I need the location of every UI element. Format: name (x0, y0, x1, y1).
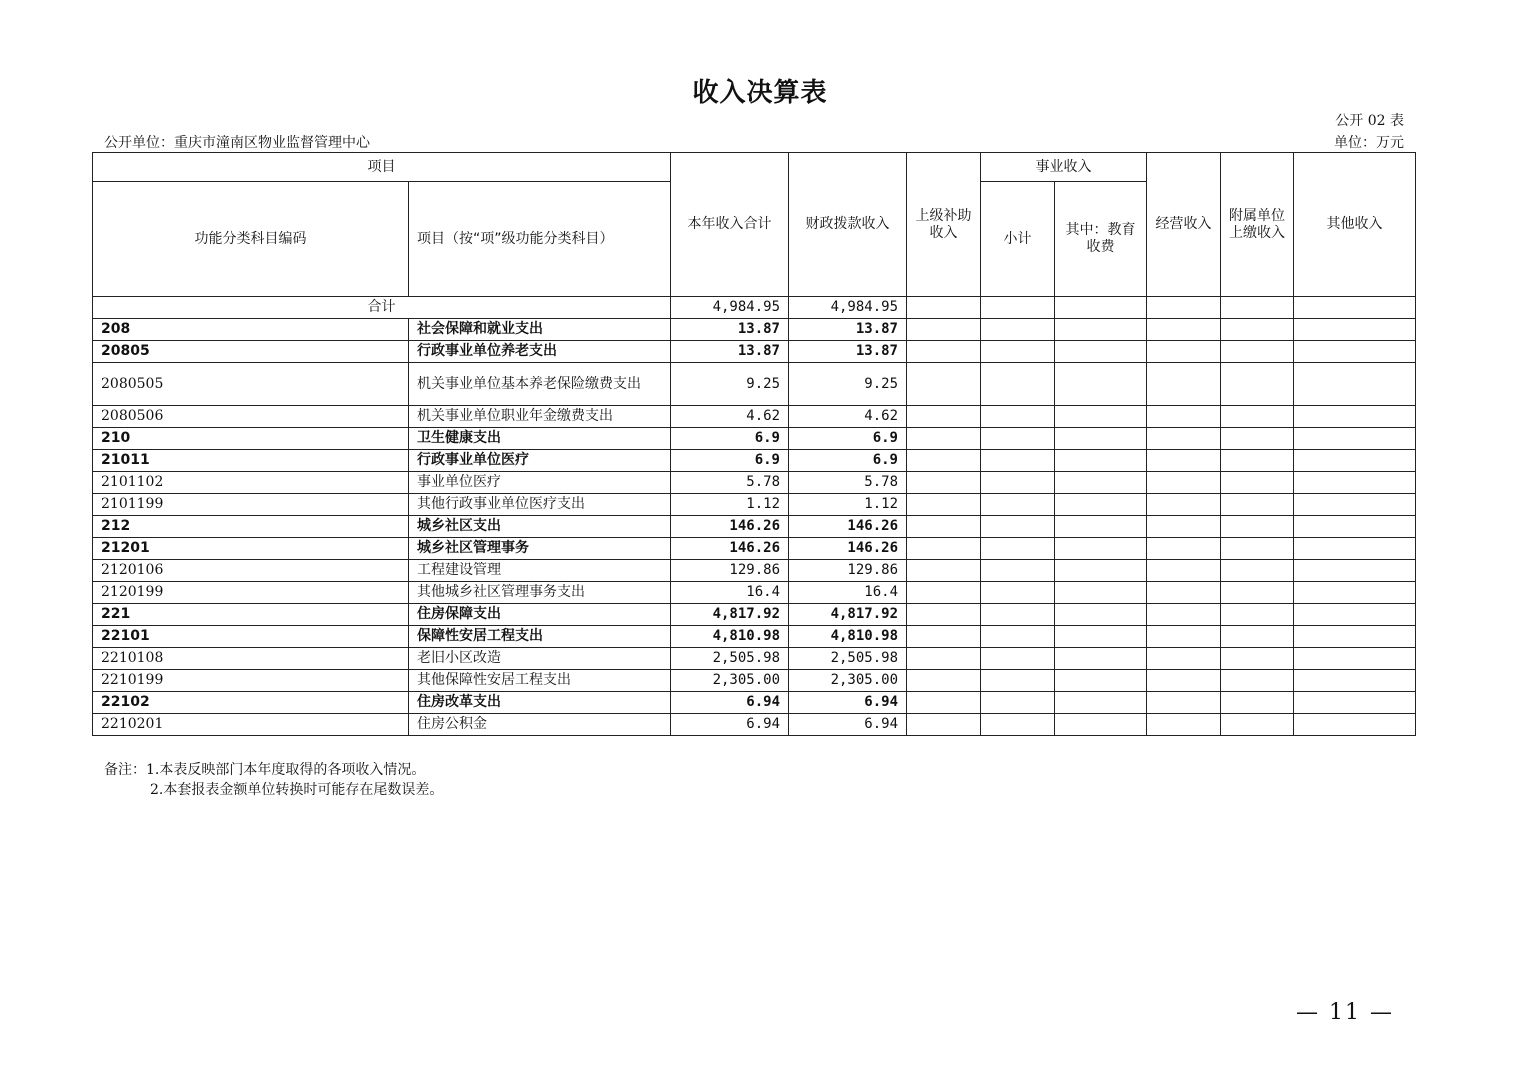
note-line-1: 备注：1.本表反映部门本年度取得的各项收入情况。 (104, 762, 426, 778)
row-name: 社会保障和就业支出 (409, 319, 671, 341)
income-table (92, 152, 1416, 736)
row-code: 21201 (93, 538, 409, 560)
total-fiscal-value: 4,984.95 (789, 297, 907, 319)
header-affiliated: 附属单位上缴收入 (1221, 153, 1294, 297)
table-row (93, 406, 1416, 428)
row-total: 9.25 (671, 363, 789, 406)
row-code: 210 (93, 428, 409, 450)
header-business-income: 事业收入 (981, 153, 1147, 182)
table-row (93, 692, 1416, 714)
header-edu-fee: 其中：教育收费 (1055, 182, 1147, 297)
page-number: — 11 — (1296, 1000, 1394, 1025)
row-code: 208 (93, 319, 409, 341)
header-subtotal: 小计 (981, 182, 1055, 297)
row-code: 2101199 (93, 494, 409, 516)
reporting-unit: 公开单位：重庆市潼南区物业监督管理中心 (104, 135, 370, 151)
row-name: 机关事业单位职业年金缴费支出 (409, 406, 671, 428)
header-superior: 上级补助收入 (907, 153, 981, 297)
row-code: 2101102 (93, 472, 409, 494)
header-operating: 经营收入 (1147, 153, 1221, 297)
header-fiscal: 财政拨款收入 (789, 153, 907, 297)
row-total: 13.87 (671, 319, 789, 341)
note-line-2: 2.本套报表金额单位转换时可能存在尾数误差。 (150, 782, 444, 798)
row-fiscal: 16.4 (789, 582, 907, 604)
row-code: 22101 (93, 626, 409, 648)
row-fiscal: 6.94 (789, 714, 907, 736)
row-total: 6.9 (671, 450, 789, 472)
table-row (93, 538, 1416, 560)
row-name: 城乡社区管理事务 (409, 538, 671, 560)
row-name: 保障性安居工程支出 (409, 626, 671, 648)
row-fiscal: 9.25 (789, 363, 907, 406)
table-row (93, 472, 1416, 494)
table-row (93, 604, 1416, 626)
header-total: 本年收入合计 (671, 153, 789, 297)
row-code: 212 (93, 516, 409, 538)
row-code: 22102 (93, 692, 409, 714)
row-total: 1.12 (671, 494, 789, 516)
row-total: 4,810.98 (671, 626, 789, 648)
row-total: 146.26 (671, 538, 789, 560)
row-name: 行政事业单位养老支出 (409, 341, 671, 363)
row-fiscal: 6.94 (789, 692, 907, 714)
table-row (93, 582, 1416, 604)
row-fiscal: 13.87 (789, 319, 907, 341)
row-code: 21011 (93, 450, 409, 472)
row-fiscal: 146.26 (789, 538, 907, 560)
row-total: 4.62 (671, 406, 789, 428)
row-name: 其他城乡社区管理事务支出 (409, 582, 671, 604)
row-code: 2080506 (93, 406, 409, 428)
table-row (93, 714, 1416, 736)
row-code: 2210201 (93, 714, 409, 736)
row-name: 城乡社区支出 (409, 516, 671, 538)
row-name: 老旧小区改造 (409, 648, 671, 670)
page-title: 收入决算表 (692, 78, 828, 108)
row-fiscal: 4,817.92 (789, 604, 907, 626)
row-total: 6.94 (671, 692, 789, 714)
table-row (93, 494, 1416, 516)
form-number: 公开 02 表 (1335, 113, 1404, 129)
row-fiscal: 2,305.00 (789, 670, 907, 692)
row-total: 4,817.92 (671, 604, 789, 626)
header-item: 项目 (93, 153, 671, 182)
row-name: 住房保障支出 (409, 604, 671, 626)
row-name: 住房改革支出 (409, 692, 671, 714)
total-income-value: 4,984.95 (671, 297, 789, 319)
row-fiscal: 4,810.98 (789, 626, 907, 648)
total-row (93, 297, 1416, 319)
row-total: 146.26 (671, 516, 789, 538)
row-total: 129.86 (671, 560, 789, 582)
row-name: 其他保障性安居工程支出 (409, 670, 671, 692)
table-row (93, 560, 1416, 582)
row-fiscal: 1.12 (789, 494, 907, 516)
header-row-1 (93, 153, 1416, 182)
row-code: 2120106 (93, 560, 409, 582)
row-code: 2120199 (93, 582, 409, 604)
header-name: 项目（按“项”级功能分类科目） (409, 182, 671, 297)
table-row (93, 648, 1416, 670)
table-row (93, 670, 1416, 692)
table-row (93, 450, 1416, 472)
header-other: 其他收入 (1294, 153, 1416, 297)
row-total: 16.4 (671, 582, 789, 604)
row-total: 2,505.98 (671, 648, 789, 670)
row-fiscal: 146.26 (789, 516, 907, 538)
row-name: 行政事业单位医疗 (409, 450, 671, 472)
row-total: 5.78 (671, 472, 789, 494)
row-name: 机关事业单位基本养老保险缴费支出 (409, 363, 671, 406)
table-row (93, 516, 1416, 538)
row-name: 卫生健康支出 (409, 428, 671, 450)
row-total: 6.9 (671, 428, 789, 450)
row-name: 住房公积金 (409, 714, 671, 736)
row-total: 2,305.00 (671, 670, 789, 692)
row-code: 2080505 (93, 363, 409, 406)
table-row (93, 363, 1416, 406)
row-fiscal: 13.87 (789, 341, 907, 363)
row-name: 工程建设管理 (409, 560, 671, 582)
table-row (93, 626, 1416, 648)
row-fiscal: 129.86 (789, 560, 907, 582)
table-row (93, 341, 1416, 363)
row-fiscal: 6.9 (789, 428, 907, 450)
row-total: 13.87 (671, 341, 789, 363)
header-code: 功能分类科目编码 (93, 182, 409, 297)
currency-unit: 单位：万元 (1334, 135, 1404, 151)
row-code: 2210108 (93, 648, 409, 670)
row-code: 221 (93, 604, 409, 626)
row-total: 6.94 (671, 714, 789, 736)
row-fiscal: 4.62 (789, 406, 907, 428)
row-name: 其他行政事业单位医疗支出 (409, 494, 671, 516)
notes (104, 760, 443, 800)
row-fiscal: 5.78 (789, 472, 907, 494)
row-fiscal: 2,505.98 (789, 648, 907, 670)
table-row (93, 428, 1416, 450)
total-label: 合计 (93, 297, 671, 319)
row-fiscal: 6.9 (789, 450, 907, 472)
row-code: 2210199 (93, 670, 409, 692)
row-name: 事业单位医疗 (409, 472, 671, 494)
row-code: 20805 (93, 341, 409, 363)
table-row (93, 319, 1416, 341)
